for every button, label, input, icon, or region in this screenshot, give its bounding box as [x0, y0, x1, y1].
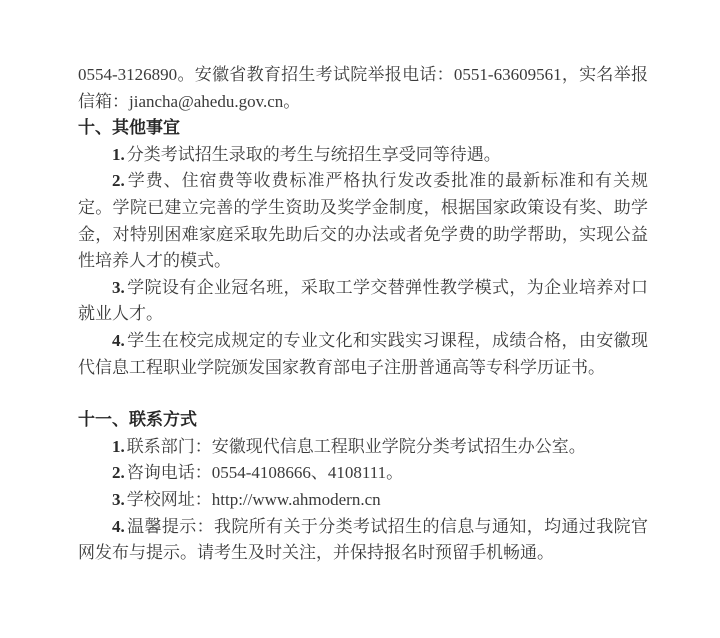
- item-number: 4.: [112, 330, 125, 350]
- item-number: 3.: [112, 277, 125, 297]
- item-text: 学生在校完成规定的专业文化和实践实习课程，成绩合格，由安徽现代信息工程职业学院颁发国家教育部电子注册普通高等专科学历证书。: [78, 330, 648, 377]
- item-text: 联系部门：安徽现代信息工程职业学院分类考试招生办公室。: [126, 436, 586, 456]
- list-item-other-4: [78, 328, 648, 381]
- item-number: 2.: [112, 463, 125, 483]
- paragraph-report-contact: 0554-3126890。安徽省教育招生考试院举报电话：0551-63609561，实名举报信箱：jiancha@ahedu.gov.cn。: [78, 65, 648, 111]
- item-text: 学费、住宿费等收费标准严格执行发改委批准的最新标准和有关规定。学院已建立完善的学生资助及奖学金制度，根据国家政策设有奖、助学金，对特别困难家庭采取先助后交的办法或者免学费的助学帮助，实现公益性培养人才的模式。: [78, 171, 648, 271]
- item-number: 1.: [112, 436, 125, 456]
- item-text: 温馨提示：我院所有关于分类考试招生的信息与通知，均通过我院官网发布与提示。请考生及时关注，并保持报名时预留手机畅通。: [78, 516, 648, 563]
- item-number: 2.: [112, 171, 125, 191]
- item-text: 学院设有企业冠名班，采取工学交替弹性教学模式，为企业培养对口就业人才。: [78, 277, 648, 324]
- list-item-other-3: [78, 275, 648, 328]
- item-text: 咨询电话：0554-4108666、4108111。: [126, 463, 404, 483]
- item-number: 1.: [112, 144, 125, 164]
- list-item-contact-4: [78, 514, 648, 567]
- list-item-contact-1: [78, 434, 648, 461]
- list-item-contact-3: [78, 487, 648, 514]
- item-text: 分类考试招生录取的考生与统招生享受同等待遇。: [126, 144, 501, 164]
- list-item-contact-2: [78, 460, 648, 487]
- item-number: 4.: [112, 516, 125, 536]
- section-heading-contact: 十一、联系方式: [78, 410, 197, 430]
- list-item-other-1: [78, 142, 648, 169]
- item-number: 3.: [112, 489, 125, 509]
- list-item-other-2: [78, 168, 648, 274]
- item-text: 学校网址：http://www.ahmodern.cn: [126, 489, 381, 509]
- section-heading-other-matters: 十、其他事宜: [78, 118, 180, 138]
